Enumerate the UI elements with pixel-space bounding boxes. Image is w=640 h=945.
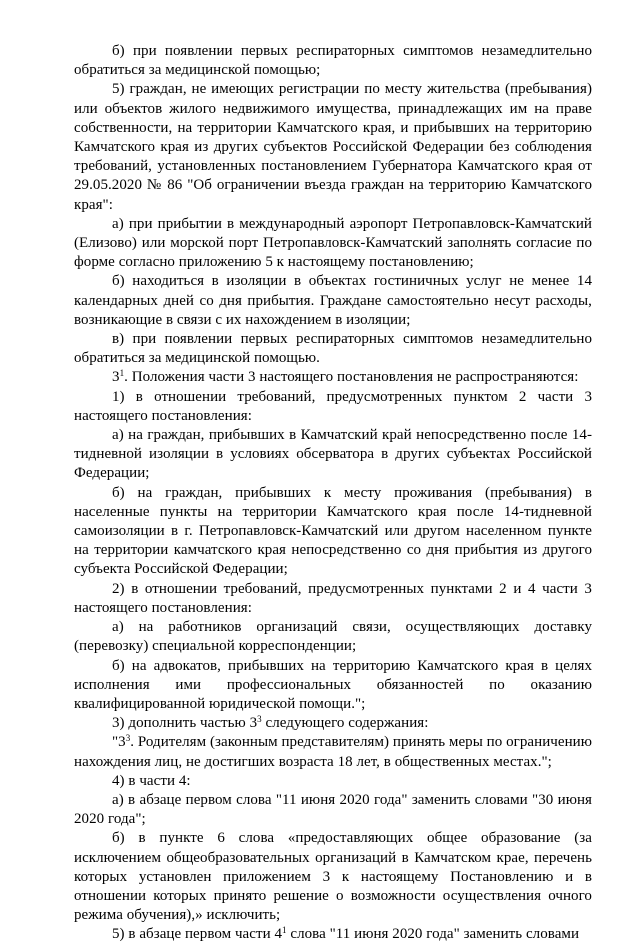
paragraph-3-1-item-2b: б) на адвокатов, прибывших на территорию Камчатского края в целях исполнения ими профессиональных обязанностей по оказанию квалифицированной юридической помощи."; <box>74 657 592 712</box>
paragraph-5a: а) при прибытии в международный аэропорт Петропавловск-Камчатский (Елизово) или морской порт Петропавловск-Камчатский заполнять согласие по форме согласно приложению 5 к настоящему постановлению; <box>74 215 592 271</box>
paragraph-amend-4: 4) в части 4: <box>112 772 191 789</box>
paragraph-3-1-item-2: 2) в отношении требований, предусмотренных пунктами 2 и 4 части 3 настоящего постановления: <box>74 580 592 616</box>
paragraph-5b: б) находиться в изоляции в объектах гостиничных услуг не менее 14 календарных дней со дня прибытия. Граждане самостоятельно несут расходы, возникающие в связи с их нахождением в изоляции; <box>74 273 592 328</box>
paragraph-3-1-item-1a: а) на граждан, прибывших в Камчатский край непосредственно после 14-тидневной изоляции в условиях обсерватора в других субъектах Российской Федерации; <box>74 427 592 482</box>
paragraph-amend-4a: а) в абзаце первом слова "11 июня 2020 года" заменить словами "30 июня 2020 года"; <box>74 791 592 828</box>
paragraph-5v: в) при появлении первых респираторных симптомов незамедлительно обратиться за медицинской помощью. <box>74 331 592 367</box>
paragraph-3-1: $3^1$. Положения части 3 настоящего постановления не распространяются: <box>112 368 579 386</box>
paragraph-amend-5: 5) в абзаце первом части $4^1$ слова "11 июня 2020 года" заменить словами <box>112 925 580 943</box>
paragraph-1b: б) при появлении первых респираторных симптомов незамедлительно обратиться за медицинской помощью; <box>74 43 592 79</box>
paragraph-5: 5) граждан, не имеющих регистрации по месту жительства (пребывания) или объектов жилого недвижимого имущества, принадлежащих им на праве собственности, на территории Камчатского края, и прибывших на территорию Камчатского края из других субъектов Российской Федерации без соблюдения требований, установленных постановлением Губернатора Камчатского края от 29.05.2020 № 86 "Об ограничении въезда граждан на территорию Камчатского края": <box>74 81 592 213</box>
paragraph-3-1-item-2a: а) на работников организаций связи, осуществляющих доставку (перевозку) специальной корреспонденции; <box>74 619 592 655</box>
paragraph-3-1-item-1b: б) на граждан, прибывших к месту проживания (пребывания) в населенные пункты на территории Камчатского края после 14-тидневной самоизоляции в г. Петропавловск-Камчатский или другом населенном пункте на территории камчатского края непосредственно со дня прибытия из другого субъекта Российской Федерации; <box>74 484 592 578</box>
paragraph-amend-3: 3) дополнить частью $3^3$ следующего содержания: <box>112 714 429 732</box>
paragraph-3-3: "$3^3$. Родителям (законным представителям) принять меры по ограничению нахождения лиц, не достигших возраста 18 лет, в общественных местах."; <box>74 733 592 770</box>
paragraph-amend-4b: б) в пункте 6 слова «предоставляющих общее образование (за исключением общеобразовательных организаций в Камчатском крае, перечень которых установлен приложением 3 к настоящему Постановлению и в отношении которых принято решение о возможности осуществления очного режима обучения),» исключить; <box>74 830 592 924</box>
paragraph-3-1-item-1: 1) в отношении требований, предусмотренных пунктом 2 части 3 настоящего постановления: <box>74 388 592 424</box>
